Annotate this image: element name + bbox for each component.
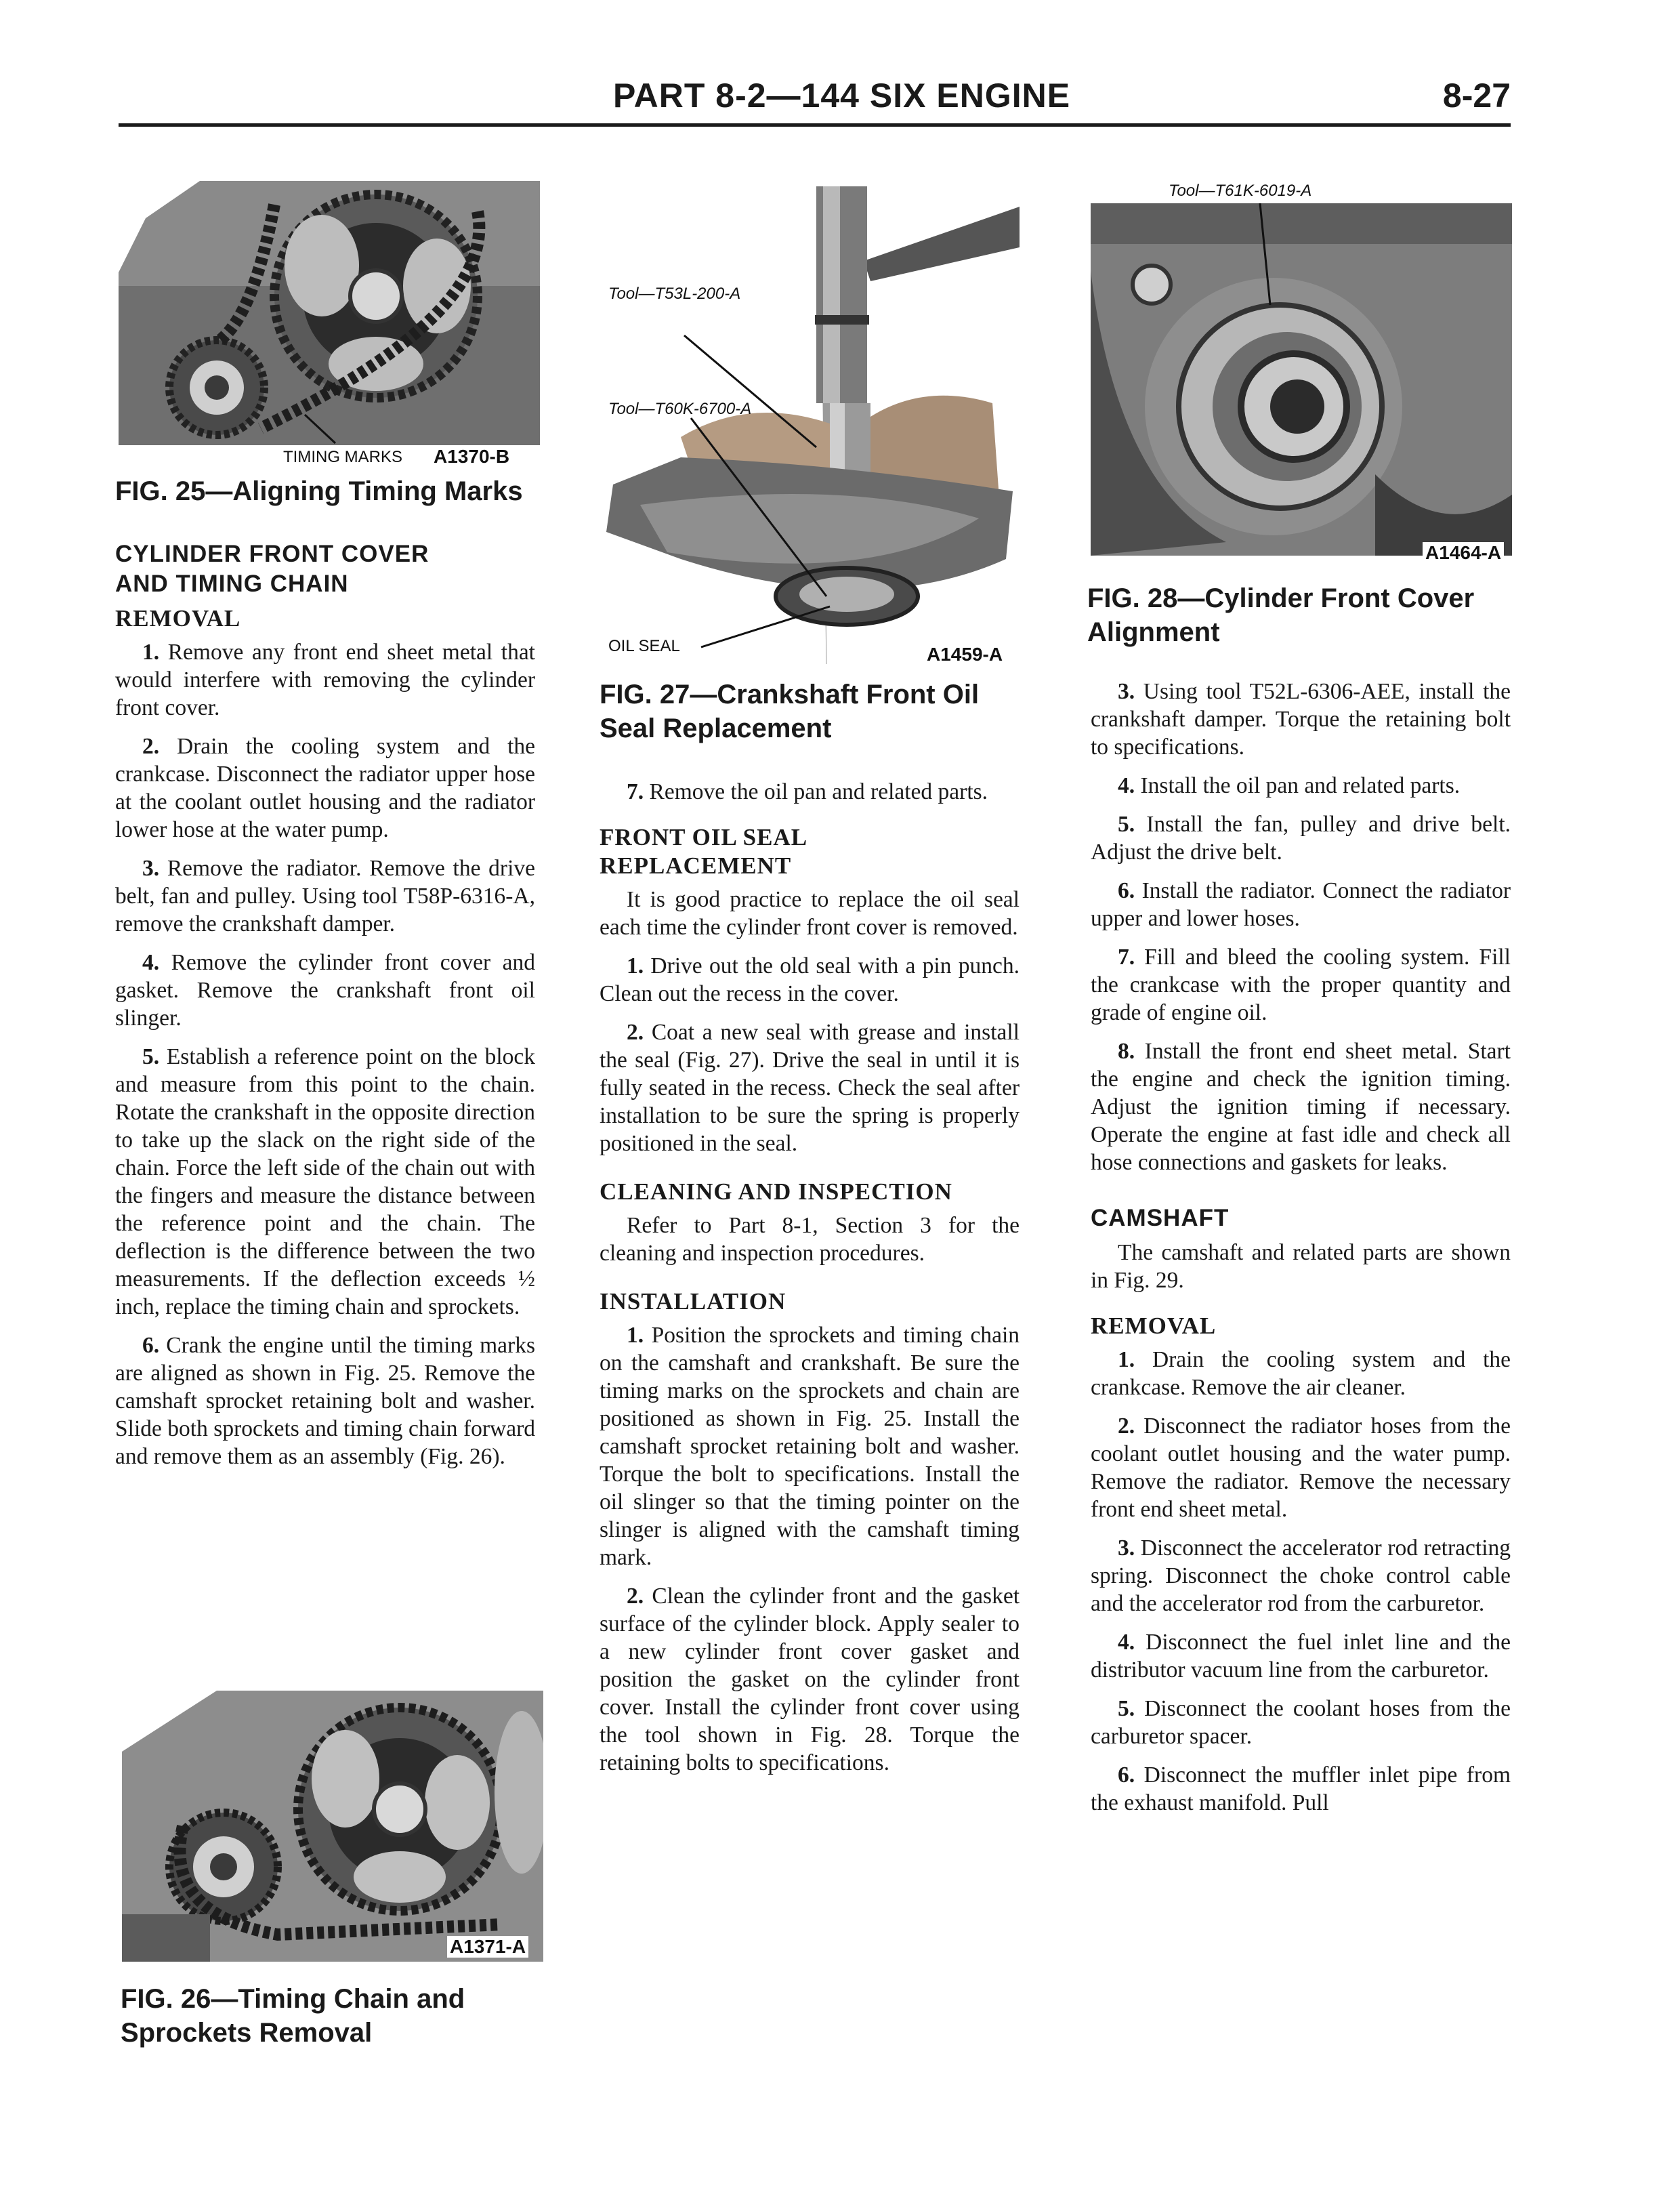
seal-step: 1. Drive out the old seal with a pin punch. Clean out the recess in the cover. — [600, 953, 1020, 1006]
timing-marks-illustration — [119, 178, 540, 445]
install-step: 2. Clean the cylinder front and the gasket surface of the cylinder block. Apply sealer to a new cylinder front cover gasket and position the gasket on the cylinder front cover. Install the cylinder front cover using the tool shown in Fig. 28. Torque the retaining bolts to specifications. — [600, 1584, 1020, 1775]
heading-camshaft: CAMSHAFT — [1091, 1205, 1230, 1231]
col2-step: 7. Remove the oil pan and related parts. — [627, 779, 988, 804]
fig25-code: A1370-B — [434, 446, 510, 467]
cam-removal-step: 3. Disconnect the accelerator rod retracting spring. Disconnect the choke control cable and the accelerator rod from the carburetor. — [1091, 1535, 1511, 1616]
fig27-code: A1459-A — [927, 644, 1003, 665]
section-heading-front-cover: CYLINDER FRONT COVER AND TIMING CHAIN — [115, 541, 429, 597]
fig25-timing-label: TIMING MARKS — [283, 448, 403, 466]
front-cover-alignment-illustration — [1091, 203, 1512, 556]
heading-cleaning: CLEANING AND INSPECTION — [600, 1178, 952, 1205]
col1-step: 1. Remove any front end sheet metal that would interfere with removing the cylinder front cover. — [115, 640, 535, 720]
timing-chain-illustration — [122, 1691, 543, 1962]
oil-seal-tool-illustration — [600, 180, 1020, 664]
seal-intro: It is good practice to replace the oil seal each time the cylinder front cover is removed. — [600, 887, 1020, 940]
fig28-tool: Tool—T61K-6019-A — [1169, 182, 1312, 200]
column-3 — [1091, 678, 1511, 1828]
cam-removal-step: 2. Disconnect the radiator hoses from the coolant outlet housing and the water pump. Remove the radiator. Remove the necessary front end sheet metal. — [1091, 1413, 1511, 1522]
col3-step: 5. Install the fan, pulley and drive belt. Adjust the drive belt. — [1091, 812, 1511, 865]
page-header — [115, 76, 1511, 130]
col3-step: 6. Install the radiator. Connect the radiator upper and lower hoses. — [1091, 878, 1511, 931]
heading-front-oil-seal: FRONT OIL SEAL REPLACEMENT — [600, 824, 808, 879]
seal-step: 2. Coat a new seal with grease and install the seal (Fig. 27). Drive the seal in until it is fully seated in the recess. Check the seal after installation to be sure the spring is properly positioned in the seal. — [600, 1020, 1020, 1156]
fig26-code: A1371-A — [447, 1936, 528, 1958]
fig25-photo — [119, 178, 540, 445]
fig25-caption: FIG. 25—Aligning Timing Marks — [115, 476, 523, 506]
page-title: PART 8-2—144 SIX ENGINE — [613, 77, 1071, 115]
install-step: 1. Position the sprockets and timing chain on the camshaft and crankshaft. Be sure the timing marks on the sprockets and chain are positioned as shown in Fig. 25. Install the camshaft sprocket retaining bolt and washer. Torque the bolt to specifications. Install the oil slinger so that the timing pointer on the slinger is aligned with the camshaft timing mark. — [600, 1323, 1020, 1570]
col1-step: 5. Establish a reference point on the block and measure from this point to the chain. Rotate the crankshaft in the opposite direction to take up the slack on the right side of the chain. Force the left side of the chain out with the fingers and measure the distance between the reference point and the chain. The deflection is the difference between the two measurements. If the deflection exceeds ½ inch, replace the timing chain and sprockets. — [115, 1044, 535, 1319]
camshaft-intro: The camshaft and related parts are shown in Fig. 29. — [1091, 1240, 1511, 1293]
fig27-tool2: Tool—T60K-6700-A — [608, 400, 752, 418]
col3-step: 8. Install the front end sheet metal. Start the engine and check the ignition timing. Adjust the ignition timing if necessary. Operate the engine at fast idle and check all hose connections and gaskets for leaks. — [1091, 1039, 1511, 1175]
cleaning-text: Refer to Part 8-1, Section 3 for the cleaning and inspection procedures. — [600, 1213, 1020, 1266]
subheading-removal: REMOVAL — [115, 605, 241, 632]
column-1 — [115, 539, 535, 1481]
cam-removal-step: 4. Disconnect the fuel inlet line and the distributor vacuum line from the carburetor. — [1091, 1630, 1511, 1683]
fig27-seal-label: OIL SEAL — [608, 637, 680, 655]
heading-cam-removal: REMOVAL — [1091, 1313, 1217, 1339]
col3-step: 4. Install the oil pan and related parts. — [1118, 773, 1461, 798]
page-number: 8-27 — [1442, 77, 1511, 115]
cam-removal-step: 6. Disconnect the muffler inlet pipe from the exhaust manifold. Pull — [1091, 1762, 1511, 1815]
fig28-code: A1464-A — [1423, 542, 1504, 564]
heading-installation: INSTALLATION — [600, 1288, 786, 1315]
fig27-photo — [600, 180, 1020, 664]
fig28-caption: FIG. 28—Cylinder Front Cover Alignment — [1087, 583, 1475, 647]
fig27-tool1: Tool—T53L-200-A — [608, 285, 741, 303]
fig26-photo — [122, 1691, 543, 1962]
col3-step: 7. Fill and bleed the cooling system. Fill the crankcase with the proper quantity and grade of engine oil. — [1091, 945, 1511, 1025]
cam-removal-step: 1. Drain the cooling system and the crankcase. Remove the air cleaner. — [1091, 1347, 1511, 1400]
cam-removal-step: 5. Disconnect the coolant hoses from the carburetor spacer. — [1091, 1696, 1511, 1749]
fig28-photo — [1091, 203, 1512, 556]
col1-step: 6. Crank the engine until the timing marks are aligned as shown in Fig. 25. Remove the camshaft sprocket retaining bolt and washer. Slide both sprockets and timing chain forward and remove them as an assembly (Fig. 26). — [115, 1333, 535, 1469]
col3-step: 3. Using tool T52L-6306-AEE, install the crankshaft damper. Torque the retaining bolt to specifications. — [1091, 679, 1511, 760]
fig26-caption: FIG. 26—Timing Chain and Sprockets Removal — [121, 1984, 465, 2048]
header-rule — [119, 123, 1511, 127]
col1-step: 3. Remove the radiator. Remove the drive belt, fan and pulley. Using tool T58P-6316-A, remove the crankshaft damper. — [115, 856, 535, 936]
fig27-caption: FIG. 27—Crankshaft Front Oil Seal Replacement — [600, 680, 980, 743]
col1-step: 4. Remove the cylinder front cover and gasket. Remove the crankshaft front oil slinger. — [115, 950, 535, 1031]
col1-step: 2. Drain the cooling system and the crankcase. Disconnect the radiator upper hose at the coolant outlet housing and the radiator lower hose at the water pump. — [115, 734, 535, 842]
column-2 — [600, 778, 1020, 1788]
